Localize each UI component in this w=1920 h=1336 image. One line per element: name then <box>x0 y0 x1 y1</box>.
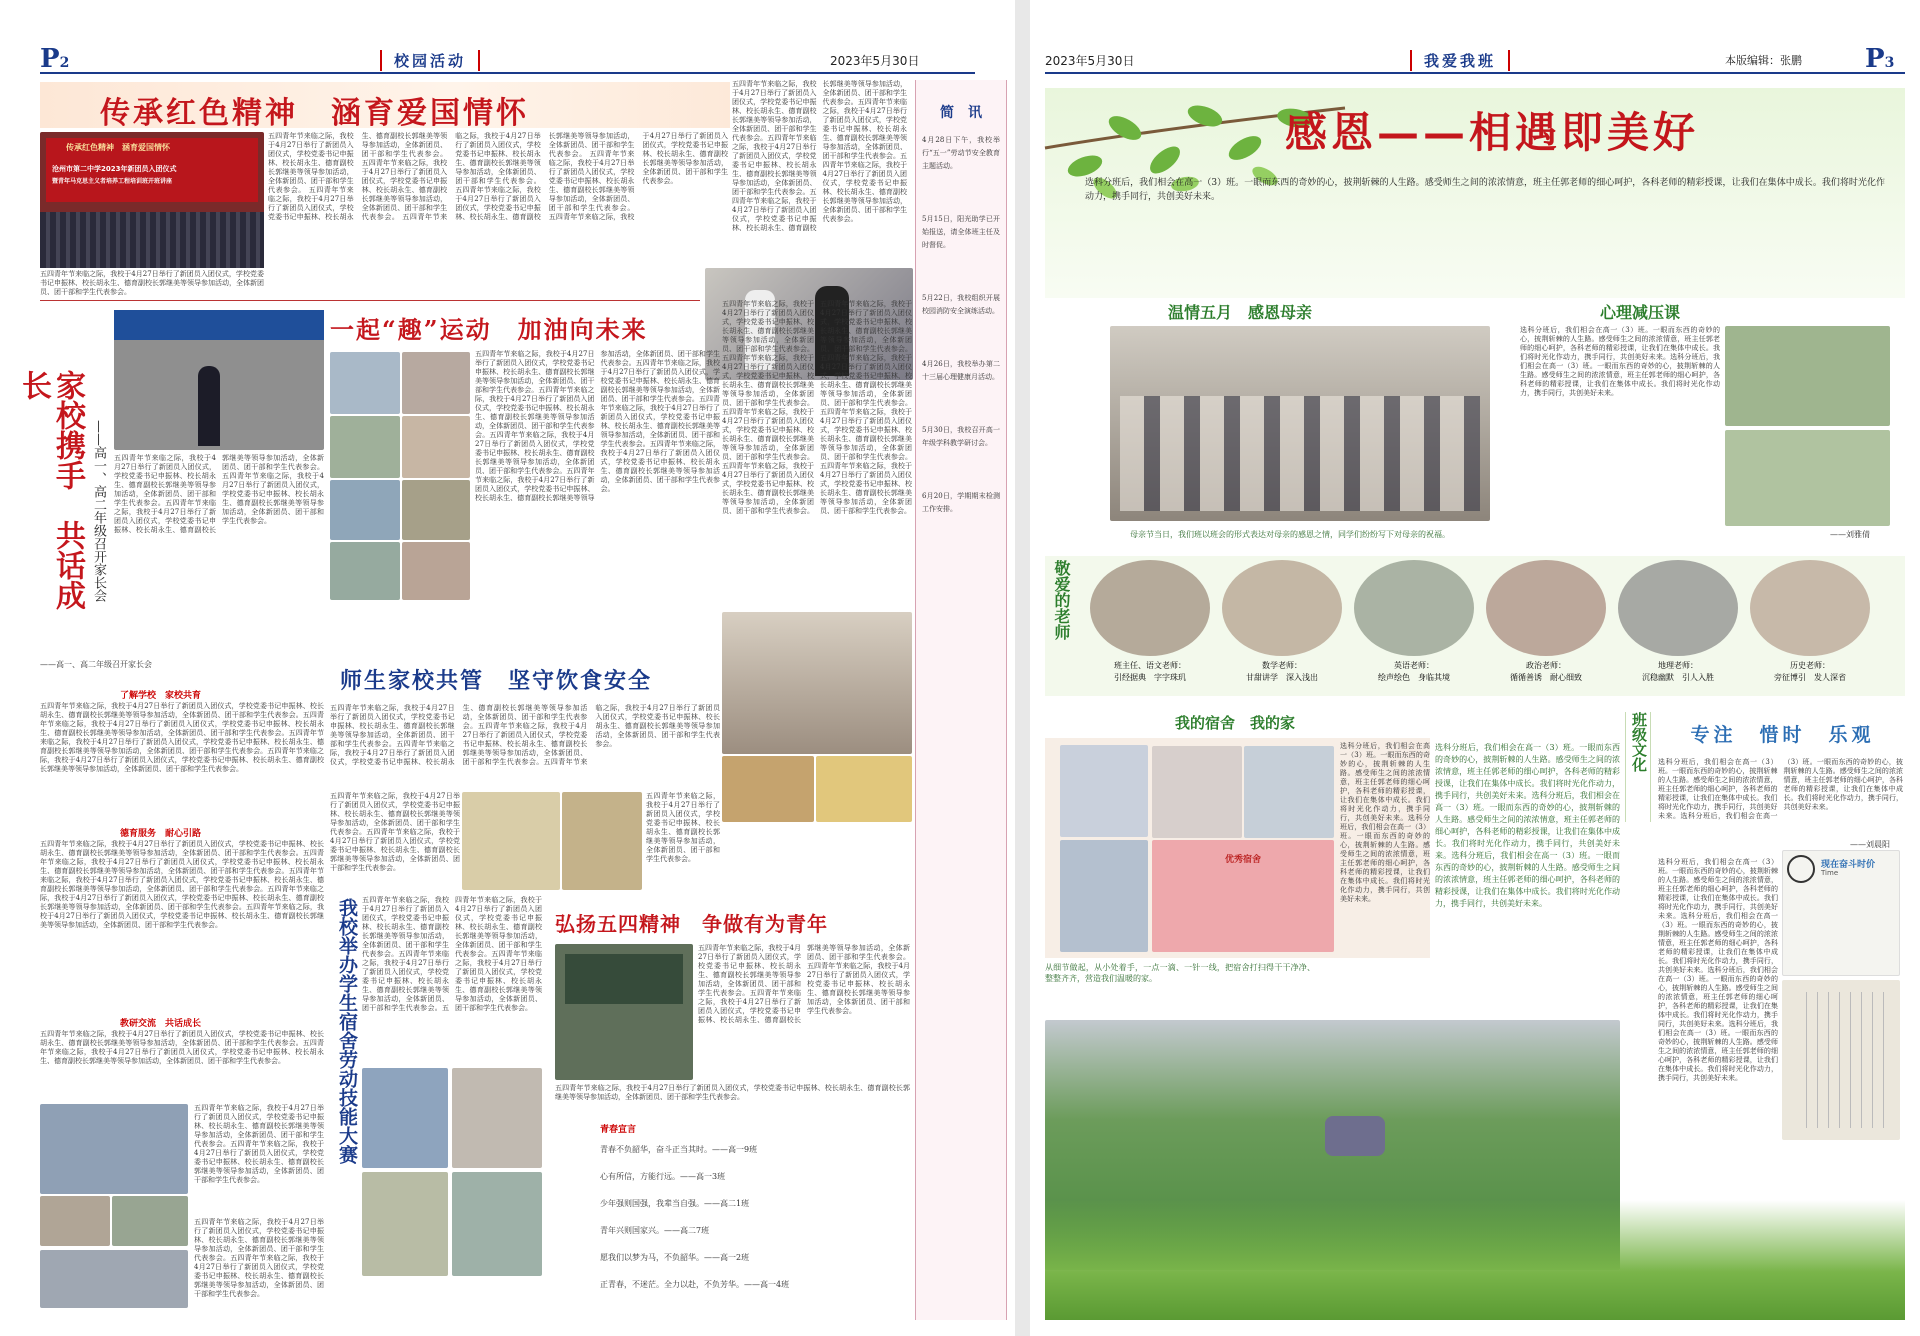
class-photo-1 <box>40 1104 188 1194</box>
subhead-2: 德育服务 耐心引路 <box>120 829 202 839</box>
sports-photo-8 <box>402 542 470 600</box>
class-photo-4 <box>40 1250 188 1308</box>
dorm-photo-3 <box>1152 746 1242 838</box>
teacher-photo-2 <box>1222 560 1342 656</box>
psych-photo-2 <box>1725 430 1890 526</box>
teacher-photo-6 <box>1750 560 1870 656</box>
page-number: P2 <box>40 44 70 74</box>
family-article-d: 五四青年节来临之际，我校于4月27日举行了新团员入团仪式，学校党委书记申振林、校长胡永生、德育副校长郭继美等领导参加活动，全体新团员、团干部和学生代表参会。五四青年节来临之际，我校于4月27日举行了新团员入团仪式，学校党委书记申振林、校长胡永生、德育副校长郭继美等领导参加活动，全体新团员、团干部和学生代表参会。 <box>40 1030 325 1065</box>
teacher-photo-3 <box>1354 560 1474 656</box>
dorm-contest-article: 五四青年节来临之际，我校于4月27日举行了新团员入团仪式，学校党委书记申振林、校长胡永生、德育副校长郭继美等领导参加活动，全体新团员、团干部和学生代表参会。五四青年节来临之际，我校于4月27日举行了新团员入团仪式，学校党委书记申振林、校长胡永生、德育副校长郭继美等领导参加活动，全体新团员、团干部和学生代表参会。五四青年节来临之际，我校于4月27日举行了新团员入团仪式，学校党委书记申振林、校长胡永生、德育副校长郭继美等领导参加活动，全体新团员、团干部和学生代表参会。五四青年节来临之际，我校于4月27日举行了新团员入团仪式，学校党委书记申振林、校长胡永生、德育副校长郭继美等领导参加活动，全体新团员、团干部和学生代表参会。 <box>362 896 543 1012</box>
quote-item: 青年兴则国家兴。——高二7班 <box>600 1226 710 1235</box>
sports-photo-6 <box>402 480 470 540</box>
canteen-photo <box>722 612 912 754</box>
culture-article-b: 选科分班后，我们相会在高一（3）班。一眼而东西的奇妙的心，披荆斩棘的人生路。感受师生之间的浓浓情意，班主任郭老师的细心呵护，各科老师的精彩授课，让我们在集体中成长。我们将时光化作动力，携手同行，共创美好未来。选科分班后，我们相会在高一（3）班。一眼而东西的奇妙的心，披荆斩棘的人生路。感受师生之间的浓浓情意，班主任郭老师的细心呵护，各科老师的精彩授课，让我们在集体中成长。我们将时光化作动力，携手同行，共创美好未来。选科分班后，我们相会在高一（3）班。一眼而东西的奇妙的心，披荆斩棘的人生路。感受师生之间的浓浓情意，班主任郭老师的细心呵护，各科老师的精彩授课，让我们在集体中成长。我们将时光化作动力，携手同行，共创美好未来。选科分班后，我们相会在高一（3）班。一眼而东西的奇妙的心，披荆斩棘的人生路。感受师生之间的浓浓情意，班主任郭老师的细心呵护，各科老师的精彩授课，让我们在集体中成长。我们将时光化作动力，携手同行，共创美好未来。 <box>1658 858 1779 1082</box>
food-photo-3 <box>722 756 814 822</box>
class-poster: 现在奋斗时价 Time <box>1782 850 1900 976</box>
food-photo-4 <box>816 756 912 822</box>
dorm-contest-photo-3 <box>362 1172 448 1276</box>
news-list <box>916 122 1006 528</box>
vertical-title-2: 我校举办学生宿舍劳动技能大赛 <box>336 898 358 1164</box>
dorm-contest-photo-4 <box>452 1172 542 1276</box>
teacher-label-5: 地理老师： 沉稳幽默 引人入胜 <box>1642 661 1714 682</box>
class-photo-2 <box>40 1196 110 1246</box>
dorm-contest-photo-1 <box>362 1068 448 1168</box>
class-photo-3 <box>112 1196 188 1246</box>
sports-article-cont: 五四青年节来临之际，我校于4月27日举行了新团员入团仪式，学校党委书记申振林、校长胡永生、德育副校长郭继美等领导参加活动，全体新团员、团干部和学生代表参会。五四青年节来临之际，我校于4月27日举行了新团员入团仪式，学校党委书记申振林、校长胡永生、德育副校长郭继美等领导参加活动，全体新团员、团干部和学生代表参会。五四青年节来临之际，我校于4月27日举行了新团员入团仪式，学校党委书记申振林、校长胡永生、德育副校长郭继美等领导参加活动，全体新团员、团干部和学生代表参会。五四青年节来临之际，我校于4月27日举行了新团员入团仪式，学校党委书记申振林、校长胡永生、德育副校长郭继美等领导参加活动，全体新团员、团干部和学生代表参会。五四青年节来临之际，我校于4月27日举行了新团员入团仪式，学校党委书记申振林、校长胡永生、德育副校长郭继美等领导参加活动，全体新团员、团干部和学生代表参会。五四青年节来临之际，我校于4月27日举行了新团员入团仪式，学校党委书记申振林、校长胡永生、德育副校长郭继美等领导参加活动，全体新团员、团干部和学生代表参会。五四青年节来临之际，我校于4月27日举行了新团员入团仪式，学校党委书记申振林、校长胡永生、德育副校长郭继美等领导参加活动，全体新团员、团干部和学生代表参会。五四青年节来临之际，我校于4月27日举行了新团员入团仪式，学校党委书记申振林、校长胡永生、德育副校长郭继美等领导参加活动，全体新团员、团干部和学生代表参会。 <box>722 300 912 515</box>
calligraphy-scroll <box>1782 980 1900 1140</box>
page-gutter <box>1015 0 1030 1336</box>
headline3: 师生家校共管 坚守饮食安全 <box>340 668 653 694</box>
news-title: 简 讯 <box>940 105 982 121</box>
quotes-list <box>600 1136 910 1316</box>
family-caption: ——高一、高二年级召开家长会 <box>40 660 152 669</box>
dorm-contest-photo-2 <box>452 1068 542 1168</box>
food-article-b: 五四青年节来临之际，我校于4月27日举行了新团员入团仪式，学校党委书记申振林、校长胡永生、德育副校长郭继美等领导参加活动，全体新团员、团干部和学生代表参会。五四青年节来临之际，我校于4月27日举行了新团员入团仪式，学校党委书记申振林、校长胡永生、德育副校长郭继美等领导参加活动，全体新团员、团干部和学生代表参会。 <box>330 792 461 872</box>
food-article-c: 五四青年节来临之际，我校于4月27日举行了新团员入团仪式，学校党委书记申振林、校长胡永生、德育副校长郭继美等领导参加活动，全体新团员、团干部和学生代表参会。 <box>646 792 720 863</box>
clock-icon <box>1787 855 1815 883</box>
dorm-caption: 从细节做起，从小处着手，一点一滴、一针一线，把宿舍打扫得干干净净、整整齐齐，营造我们温暖的家。 <box>1045 963 1315 983</box>
sec-culture-title: 班级文化 <box>1625 712 1651 822</box>
quote-item: 少年强则国强，我辈当自强。——高二1班 <box>600 1199 750 1208</box>
dorm-photo-2 <box>1060 840 1148 952</box>
page-header <box>1045 44 1905 74</box>
section-title: 校园活动 <box>380 50 480 71</box>
mothers-day-photo <box>1110 326 1490 521</box>
sports-photo-3 <box>330 416 400 478</box>
psych-photo-1 <box>1725 326 1890 426</box>
headline1-banner <box>40 82 730 131</box>
sports-photo-2 <box>402 352 470 414</box>
feature-intro: 选科分班后，我们相会在高一（3）班。一眼而东西的奇妙的心，披荆斩棘的人生路。感受师生之间的浓浓情意，班主任郭老师的细心呵护，各科老师的精彩授课，让我们在集体中成长。我们将时光化作动力，携手同行，共创美好未来。 <box>1085 178 1885 202</box>
teacher-photo-5 <box>1618 560 1738 656</box>
dorm-article-a: 选科分班后，我们相会在高一（3）班。一眼而东西的奇妙的心，披荆斩棘的人生路。感受师生之间的浓浓情意，班主任郭老师的细心呵护，各科老师的精彩授课，让我们在集体中成长。我们将时光化作动力，携手同行，共创美好未来。选科分班后，我们相会在高一（3）班。一眼而东西的奇妙的心，披荆斩棘的人生路。感受师生之间的浓浓情意，班主任郭老师的细心呵护，各科老师的精彩授课，让我们在集体中成长。我们将时光化作动力，携手同行，共创美好未来。 <box>1340 742 1431 903</box>
news-item: 5月22日，我校组织开展校园消防安全演练活动。 <box>922 294 1000 315</box>
dorm-photo-4 <box>1244 746 1334 838</box>
sports-photo-4 <box>402 416 470 478</box>
culture-article-a: 选科分班后，我们相会在高一（3）班。一眼而东西的奇妙的心，披荆斩棘的人生路。感受师生之间的浓浓情意，班主任郭老师的细心呵护，各科老师的精彩授课，让我们在集体中成长。我们将时光化作动力，携手同行，共创美好未来。选科分班后，我们相会在高一（3）班。一眼而东西的奇妙的心，披荆斩棘的人生路。感受师生之间的浓浓情意，班主任郭老师的细心呵护，各科老师的精彩授课，让我们在集体中成长。我们将时光化作动力，携手同行，共创美好未来。 <box>1658 758 1903 820</box>
psych-article: 选科分班后，我们相会在高一（3）班。一眼而东西的奇妙的心，披荆斩棘的人生路。感受师生之间的浓浓情意，班主任郭老师的细心呵护，各科老师的精彩授课，让我们在集体中成长。我们将时光化作动力，携手同行，共创美好未来。选科分班后，我们相会在高一（3）班。一眼而东西的奇妙的心，披荆斩棘的人生路。感受师生之间的浓浓情意，班主任郭老师的细心呵护，各科老师的精彩授课，让我们在集体中成长。我们将时光化作动力，携手同行，共创美好未来。 <box>1520 326 1721 397</box>
page-number: P3 <box>1865 44 1895 74</box>
page-3 <box>1030 0 1920 1336</box>
grass-footer <box>1045 1200 1905 1320</box>
excellent-dorm-sign: 优秀宿舍 <box>1152 840 1334 952</box>
issue-date: 2023年5月30日 <box>1045 54 1135 68</box>
ceremony-photo <box>40 132 264 268</box>
subhead-3: 教研交流 共话成长 <box>120 1019 202 1029</box>
mothers-day-caption: 母亲节当日，我们班以班会的形式表达对母亲的感恩之情，同学们纷纷写下对母亲的祝福。 <box>1130 530 1450 539</box>
quote-item: 愿我们以梦为马，不负韶华。——高一2班 <box>600 1253 750 1262</box>
sports-photo-5 <box>330 480 400 540</box>
news-item: 5月30日，我校召开高一年级学科教学研讨会。 <box>922 426 1000 447</box>
sec-teachers-title: 敬爱的老师 <box>1052 560 1071 640</box>
teacher-label-6: 历史老师： 旁征博引 发人深省 <box>1774 661 1846 682</box>
dorm-article-b: 选科分班后，我们相会在高一（3）班。一眼而东西的奇妙的心，披荆斩棘的人生路。感受师生之间的浓浓情意，班主任郭老师的细心呵护，各科老师的精彩授课，让我们在集体中成长。我们将时光化作动力，携手同行，共创美好未来。选科分班后，我们相会在高一（3）班。一眼而东西的奇妙的心，披荆斩棘的人生路。感受师生之间的浓浓情意，班主任郭老师的细心呵护，各科老师的精彩授课，让我们在集体中成长。我们将时光化作动力，携手同行，共创美好未来。选科分班后，我们相会在高一（3）班。一眼而东西的奇妙的心，披荆斩棘的人生路。感受师生之间的浓浓情意，班主任郭老师的细心呵护，各科老师的精彩授课，让我们在集体中成长。我们将时光化作动力，携手同行，共创美好未来。 <box>1435 743 1621 908</box>
may4-article-b: 五四青年节来临之际，我校于4月27日举行了新团员入团仪式，学校党委书记申振林、校长胡永生、德育副校长郭继美等领导参加活动，全体新团员、团干部和学生代表参会。 <box>555 1084 910 1101</box>
teacher-label-3: 英语老师： 绘声绘色 身临其境 <box>1378 661 1450 682</box>
sports-photo-7 <box>330 542 400 600</box>
sec-dorm-title: 我的宿舍 我的家 <box>1174 714 1295 732</box>
author-1: ——刘雅倩 <box>1830 530 1870 539</box>
article1-lead: 五四青年节来临之际，我校于4月27日举行了新团员入团仪式，学校党委书记申振林、校长胡永生、德育副校长郭继美等领导参加活动，全体新团员、团干部和学生代表参会。 <box>40 270 264 296</box>
vertical-title-1: 家校携手 共话成长 <box>16 370 85 610</box>
family-article-f: 五四青年节来临之际，我校于4月27日举行了新团员入团仪式，学校党委书记申振林、校长胡永生、德育副校长郭继美等领导参加活动，全体新团员、团干部和学生代表参会。五四青年节来临之际，我校于4月27日举行了新团员入团仪式，学校党委书记申振林、校长胡永生、德育副校长郭继美等领导参加活动，全体新团员、团干部和学生代表参会。 <box>194 1218 325 1298</box>
vertical-subtitle-1: ——高一、高二年级召开家长会 <box>91 420 106 602</box>
article1-cont: 五四青年节来临之际，我校于4月27日举行了新团员入团仪式，学校党委书记申振林、校长胡永生、德育副校长郭继美等领导参加活动，全体新团员、团干部和学生代表参会。五四青年节来临之际，我校于4月27日举行了新团员入团仪式，学校党委书记申振林、校长胡永生、德育副校长郭继美等领导参加活动，全体新团员、团干部和学生代表参会。五四青年节来临之际，我校于4月27日举行了新团员入团仪式，学校党委书记申振林、校长胡永生、德育副校长郭继美等领导参加活动，全体新团员、团干部和学生代表参会。五四青年节来临之际，我校于4月27日举行了新团员入团仪式，学校党委书记申振林、校长胡永生、德育副校长郭继美等领导参加活动，全体新团员、团干部和学生代表参会。五四青年节来临之际，我校于4月27日举行了新团员入团仪式，学校党委书记申振林、校长胡永生、德育副校长郭继美等领导参加活动，全体新团员、团干部和学生代表参会。 <box>732 80 908 232</box>
sec-psych-title: 心理减压课 <box>1599 303 1680 322</box>
news-item: 5月15日，阳光助学已开始报送，请全体班主任及时督促。 <box>922 215 1000 249</box>
author-3: ——刘晨阳 <box>1850 840 1890 849</box>
page-header <box>40 44 975 74</box>
quote-item: 心有所信，方能行远。——高一3班 <box>600 1172 726 1181</box>
culture-motto: 专注 惜时 乐观 <box>1690 724 1875 746</box>
food-article: 五四青年节来临之际，我校于4月27日举行了新团员入团仪式，学校党委书记申振林、校长胡永生、德育副校长郭继美等领导参加活动，全体新团员、团干部和学生代表参会。五四青年节来临之际，我校于4月27日举行了新团员入团仪式，学校党委书记申振林、校长胡永生、德育副校长郭继美等领导参加活动，全体新团员、团干部和学生代表参会。五四青年节来临之际，我校于4月27日举行了新团员入团仪式，学校党委书记申振林、校长胡永生、德育副校长郭继美等领导参加活动，全体新团员、团干部和学生代表参会。五四青年节来临之际，我校于4月27日举行了新团员入团仪式，学校党委书记申振林、校长胡永生、德育副校长郭继美等领导参加活动，全体新团员、团干部和学生代表参会。 <box>330 704 720 766</box>
sports-photo-1 <box>330 352 400 414</box>
quotes-title: 青春宣言 <box>600 1125 637 1135</box>
family-article-b: 五四青年节来临之际，我校于4月27日举行了新团员入团仪式，学校党委书记申振林、校长胡永生、德育副校长郭继美等领导参加活动，全体新团员、团干部和学生代表参会。五四青年节来临之际，我校于4月27日举行了新团员入团仪式，学校党委书记申振林、校长胡永生、德育副校长郭继美等领导参加活动，全体新团员、团干部和学生代表参会。五四青年节来临之际，我校于4月27日举行了新团员入团仪式，学校党委书记申振林、校长胡永生、德育副校长郭继美等领导参加活动，全体新团员、团干部和学生代表参会。五四青年节来临之际，我校于4月27日举行了新团员入团仪式，学校党委书记申振林、校长胡永生、德育副校长郭继美等领导参加活动，全体新团员、团干部和学生代表参会。 <box>40 702 325 773</box>
teacher-photo-4 <box>1486 560 1606 656</box>
family-article-c: 五四青年节来临之际，我校于4月27日举行了新团员入团仪式，学校党委书记申振林、校长胡永生、德育副校长郭继美等领导参加活动，全体新团员、团干部和学生代表参会。五四青年节来临之际，我校于4月27日举行了新团员入团仪式，学校党委书记申振林、校长胡永生、德育副校长郭继美等领导参加活动，全体新团员、团干部和学生代表参会。五四青年节来临之际，我校于4月27日举行了新团员入团仪式，学校党委书记申振林、校长胡永生、德育副校长郭继美等领导参加活动，全体新团员、团干部和学生代表参会。五四青年节来临之际，我校于4月27日举行了新团员入团仪式，学校党委书记申振林、校长胡永生、德育副校长郭继美等领导参加活动，全体新团员、团干部和学生代表参会。五四青年节来临之际，我校于4月27日举行了新团员入团仪式，学校党委书记申振林、校长胡永生、德育副校长郭继美等领导参加活动，全体新团员、团干部和学生代表参会。 <box>40 840 325 929</box>
stage-banner: 传承红色精神 涵育爱国情怀 沧州市第二中学2023年新团员入团仪式 暨青年马克思主义者培养工程培训班开班讲座 <box>46 138 258 202</box>
section-title: 我爱我班 <box>1410 50 1510 71</box>
food-photo-2 <box>562 792 642 890</box>
teacher-label-1: 班主任、语文老师： 引经据典 字字珠玑 <box>1114 661 1186 682</box>
news-item: 6月20日，学期期末检测工作安排。 <box>922 492 1000 513</box>
headline1: 传承红色精神 涵育爱国情怀 <box>100 96 529 131</box>
editor: 本版编辑：张鹏 <box>1725 54 1802 67</box>
parent-meeting-photo <box>114 310 324 450</box>
teacher-label-4: 政治老师： 循循善诱 耐心细致 <box>1510 661 1582 682</box>
food-photo-1 <box>462 792 560 890</box>
headline2: 一起“趣”运动 加油向未来 <box>330 315 648 344</box>
dorm-photo-1 <box>1060 745 1148 837</box>
sports-article: 五四青年节来临之际，我校于4月27日举行了新团员入团仪式，学校党委书记申振林、校长胡永生、德育副校长郭继美等领导参加活动，全体新团员、团干部和学生代表参会。五四青年节来临之际，我校于4月27日举行了新团员入团仪式，学校党委书记申振林、校长胡永生、德育副校长郭继美等领导参加活动，全体新团员、团干部和学生代表参会。五四青年节来临之际，我校于4月27日举行了新团员入团仪式，学校党委书记申振林、校长胡永生、德育副校长郭继美等领导参加活动，全体新团员、团干部和学生代表参会。五四青年节来临之际，我校于4月27日举行了新团员入团仪式，学校党委书记申振林、校长胡永生、德育副校长郭继美等领导参加活动，全体新团员、团干部和学生代表参会。五四青年节来临之际，我校于4月27日举行了新团员入团仪式，学校党委书记申振林、校长胡永生、德育副校长郭继美等领导参加活动，全体新团员、团干部和学生代表参会。五四青年节来临之际，我校于4月27日举行了新团员入团仪式，学校党委书记申振林、校长胡永生、德育副校长郭继美等领导参加活动，全体新团员、团干部和学生代表参会。五四青年节来临之际，我校于4月27日举行了新团员入团仪式，学校党委书记申振林、校长胡永生、德育副校长郭继美等领导参加活动，全体新团员、团干部和学生代表参会。 <box>475 350 720 502</box>
feature-headline: 感恩——相遇即美好 <box>1285 108 1700 157</box>
teacher-label-2: 数学老师： 甘甜讲学 深入浅出 <box>1246 661 1318 682</box>
may4-photo <box>555 944 693 1080</box>
feature-masthead <box>1045 88 1905 298</box>
headline4: 弘扬五四精神 争做有为青年 <box>555 912 828 936</box>
subhead-1: 了解学校 家校共育 <box>120 691 202 701</box>
news-item: 4月26日，我校举办第二十三届心理健康月活动。 <box>922 360 1000 381</box>
quote-item: 青春不负韶华，奋斗正当其时。——高一9班 <box>600 1145 758 1154</box>
quote-item: 正青春，不迷茫。全力以赴，不负芳华。——高一4班 <box>600 1280 790 1289</box>
teacher-photo-1 <box>1090 560 1210 656</box>
issue-date: 2023年5月30日 <box>830 54 920 68</box>
family-article-a: 五四青年节来临之际，我校于4月27日举行了新团员入团仪式，学校党委书记申振林、校长胡永生、德育副校长郭继美等领导参加活动，全体新团员、团干部和学生代表参会。五四青年节来临之际，我校于4月27日举行了新团员入团仪式，学校党委书记申振林、校长胡永生、德育副校长郭继美等领导参加活动，全体新团员、团干部和学生代表参会。五四青年节来临之际，我校于4月27日举行了新团员入团仪式，学校党委书记申振林、校长胡永生、德育副校长郭继美等领导参加活动，全体新团员、团干部和学生代表参会。 <box>114 454 324 534</box>
may4-article: 五四青年节来临之际，我校于4月27日举行了新团员入团仪式，学校党委书记申振林、校长胡永生、德育副校长郭继美等领导参加活动，全体新团员、团干部和学生代表参会。五四青年节来临之际，我校于4月27日举行了新团员入团仪式，学校党委书记申振林、校长胡永生、德育副校长郭继美等领导参加活动，全体新团员、团干部和学生代表参会。五四青年节来临之际，我校于4月27日举行了新团员入团仪式，学校党委书记申振林、校长胡永生、德育副校长郭继美等领导参加活动，全体新团员、团干部和学生代表参会。 <box>698 944 910 1024</box>
family-article-e: 五四青年节来临之际，我校于4月27日举行了新团员入团仪式，学校党委书记申振林、校长胡永生、德育副校长郭继美等领导参加活动，全体新团员、团干部和学生代表参会。五四青年节来临之际，我校于4月27日举行了新团员入团仪式，学校党委书记申振林、校长胡永生、德育副校长郭继美等领导参加活动，全体新团员、团干部和学生代表参会。 <box>194 1104 325 1184</box>
sec-mother-title: 温情五月 感恩母亲 <box>1167 303 1312 322</box>
news-item: 4月28日下午，我校举行“五一”劳动节安全教育主题活动。 <box>922 136 1000 170</box>
article1-text: 五四青年节来临之际，我校于4月27日举行了新团员入团仪式，学校党委书记申振林、校长胡永生、德育副校长郭继美等领导参加活动，全体新团员、团干部和学生代表参会。 五四青年节来临之际，我校于4月27日举行了新团员入团仪式，学校党委书记申振林、校长胡永生、德育副校长郭继美等领导参加活动，全体新团员、团干部和学生代表参会。 五四青年节来临之际，我校于4月27日举行了新团员入团仪式，学校党委书记申振林、校长胡永生、德育副校长郭继美等领导参加活动，全体新团员、团干部和学生代表参会。 五四青年节来临之际，我校于4月27日举行了新团员入团仪式，学校党委书记申振林、校长胡永生、德育副校长郭继美等领导参加活动，全体新团员、团干部和学生代表参会。 五四青年节来临之际，我校于4月27日举行了新团员入团仪式，学校党委书记申振林、校长胡永生、德育副校长郭继美等领导参加活动，全体新团员、团干部和学生代表参会。 五四青年节来临之际，我校于4月27日举行了新团员入团仪式，学校党委书记申振林、校长胡永生、德育副校长郭继美等领导参加活动，全体新团员、团干部和学生代表参会。 五四青年节来临之际，我校于4月27日举行了新团员入团仪式，学校党委书记申振林、校长胡永生、德育副校长郭继美等领导参加活动，全体新团员、团干部和学生代表参会。 <box>268 132 728 221</box>
news-column <box>915 80 1007 1320</box>
